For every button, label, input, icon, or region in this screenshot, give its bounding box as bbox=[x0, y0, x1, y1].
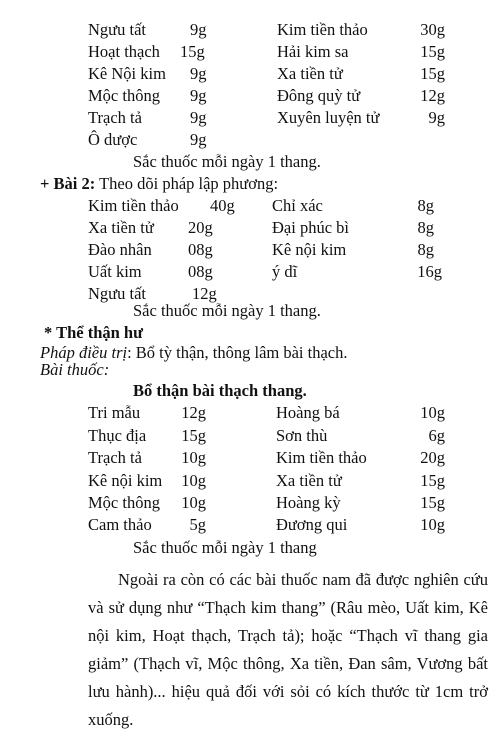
herb-dose: 15g bbox=[420, 493, 445, 512]
herb-row bbox=[0, 18, 500, 42]
herb-name: Đông quỳ tử bbox=[277, 86, 361, 105]
herb-name: Ngưu tất bbox=[88, 284, 146, 303]
herb-dose: 30g bbox=[420, 20, 445, 39]
herb-dose: 12g bbox=[181, 403, 206, 422]
herb-dose: 08g bbox=[188, 240, 213, 259]
section-heading bbox=[40, 172, 278, 196]
herb-row bbox=[0, 62, 500, 86]
formula-title: Bổ thận bài thạch thang. bbox=[133, 381, 307, 400]
herb-dose: 20g bbox=[420, 448, 445, 467]
herb-name: Xa tiền tử bbox=[88, 218, 154, 237]
herb-dose: 10g bbox=[181, 448, 206, 467]
herb-name: Ô dược bbox=[88, 130, 138, 149]
herb-row bbox=[0, 238, 500, 262]
herb-row bbox=[0, 513, 500, 537]
herb-name: Trạch tả bbox=[88, 448, 142, 467]
herb-dose: 9g bbox=[190, 108, 207, 127]
section-heading: * Thể thận hư bbox=[44, 323, 144, 342]
herb-dose: 8g bbox=[417, 240, 434, 259]
herb-dose: 12g bbox=[192, 284, 217, 303]
herb-dose: 9g bbox=[190, 20, 207, 39]
herb-dose: 20g bbox=[188, 218, 213, 237]
remedy-label: Bài thuốc: bbox=[40, 360, 110, 379]
herb-dose: 08g bbox=[188, 262, 213, 281]
herb-name: Mộc thông bbox=[88, 86, 160, 105]
herb-name: Chỉ xác bbox=[272, 196, 323, 215]
herb-row bbox=[0, 128, 500, 152]
herb-name: Kê nội kim bbox=[272, 240, 347, 259]
herb-name: Đại phúc bì bbox=[272, 218, 349, 237]
herb-dose: 9g bbox=[190, 86, 207, 105]
paragraph-text: Ngoài ra còn có các bài thuốc nam đã được nghiên cứu và sử dụng như “Thạch kim thang” (Râu mèo, Uất kim, Kê nội kim, Hoạt thạch, Trạch tả); hoặc “Thạch vĩ thang gia giảm” (Thạch vĩ, Mộc thông, Xa tiền, Đan sâm, Vương bất lưu hành)... hiệu quả đối với sỏi có kích thước từ 1cm trở xuống. bbox=[88, 570, 488, 729]
herb-dose: 6g bbox=[428, 426, 445, 445]
herb-dose: 15g bbox=[420, 471, 445, 490]
herb-dose: 15g bbox=[181, 426, 206, 445]
herb-row bbox=[0, 106, 500, 130]
herb-row bbox=[0, 84, 500, 108]
herb-name: Kê nội kim bbox=[88, 471, 163, 490]
section-heading-label: + Bài 2: bbox=[40, 174, 96, 193]
herb-name: Ngưu tất bbox=[88, 20, 146, 39]
herb-row bbox=[0, 260, 500, 284]
herb-row bbox=[0, 401, 500, 425]
herb-dose: 15g bbox=[420, 64, 445, 83]
herb-row bbox=[0, 491, 500, 515]
herb-name: Kim tiền thảo bbox=[277, 20, 368, 39]
herb-name: Hải kim sa bbox=[277, 42, 349, 61]
herb-name: Xuyên luyện tử bbox=[277, 108, 380, 127]
herb-name: Kê Nội kim bbox=[88, 64, 166, 83]
herb-dose: 15g bbox=[420, 42, 445, 61]
dosage-note: Sắc thuốc mỗi ngày 1 thang bbox=[133, 538, 317, 557]
herb-name: Mộc thông bbox=[88, 493, 160, 512]
herb-dose: 15g bbox=[180, 42, 205, 61]
herb-name: Đào nhân bbox=[88, 240, 152, 259]
herb-name: Thục địa bbox=[88, 426, 147, 445]
closing-paragraph bbox=[88, 566, 488, 734]
herb-dose: 10g bbox=[420, 515, 445, 534]
herb-row bbox=[0, 469, 500, 493]
herb-dose: 8g bbox=[417, 196, 434, 215]
dosage-note: Sắc thuốc mỗi ngày 1 thang. bbox=[133, 301, 321, 320]
herb-name: Hoàng kỳ bbox=[276, 493, 341, 512]
herb-name: Uất kim bbox=[88, 262, 142, 281]
herb-name: Xa tiền tử bbox=[276, 471, 342, 490]
herb-dose: 9g bbox=[190, 130, 207, 149]
herb-dose: 10g bbox=[420, 403, 445, 422]
section-heading-text: Theo dõi pháp lập phương: bbox=[95, 174, 279, 193]
herb-row bbox=[0, 424, 500, 448]
herb-dose: 40g bbox=[210, 196, 235, 215]
herb-name: Kim tiền thảo bbox=[88, 196, 179, 215]
herb-name: Kim tiền thảo bbox=[276, 448, 367, 467]
treatment-method-label: Pháp điều trị bbox=[40, 343, 128, 362]
herb-dose: 9g bbox=[190, 64, 207, 83]
herb-row bbox=[0, 40, 500, 64]
treatment-method-text: : Bổ tỳ thận, thông lâm bài thạch. bbox=[127, 343, 348, 362]
herb-name: ý dĩ bbox=[272, 262, 298, 281]
herb-row bbox=[0, 446, 500, 470]
herb-name: Sơn thù bbox=[276, 426, 328, 445]
herb-dose: 10g bbox=[181, 493, 206, 512]
herb-name: Đương qui bbox=[276, 515, 348, 534]
herb-row bbox=[0, 216, 500, 240]
herb-row bbox=[0, 194, 500, 218]
herb-name: Tri mẫu bbox=[88, 403, 141, 422]
herb-dose: 8g bbox=[417, 218, 434, 237]
herb-dose: 10g bbox=[181, 471, 206, 490]
herb-name: Cam thảo bbox=[88, 515, 152, 534]
dosage-note: Sắc thuốc mỗi ngày 1 thang. bbox=[133, 152, 321, 171]
herb-name: Xa tiền tử bbox=[277, 64, 343, 83]
herb-dose: 16g bbox=[417, 262, 442, 281]
herb-name: Trạch tả bbox=[88, 108, 142, 127]
herb-dose: 9g bbox=[428, 108, 445, 127]
herb-dose: 5g bbox=[189, 515, 206, 534]
herb-dose: 12g bbox=[420, 86, 445, 105]
herb-name: Hoạt thạch bbox=[88, 42, 160, 61]
herb-name: Hoàng bá bbox=[276, 403, 340, 422]
